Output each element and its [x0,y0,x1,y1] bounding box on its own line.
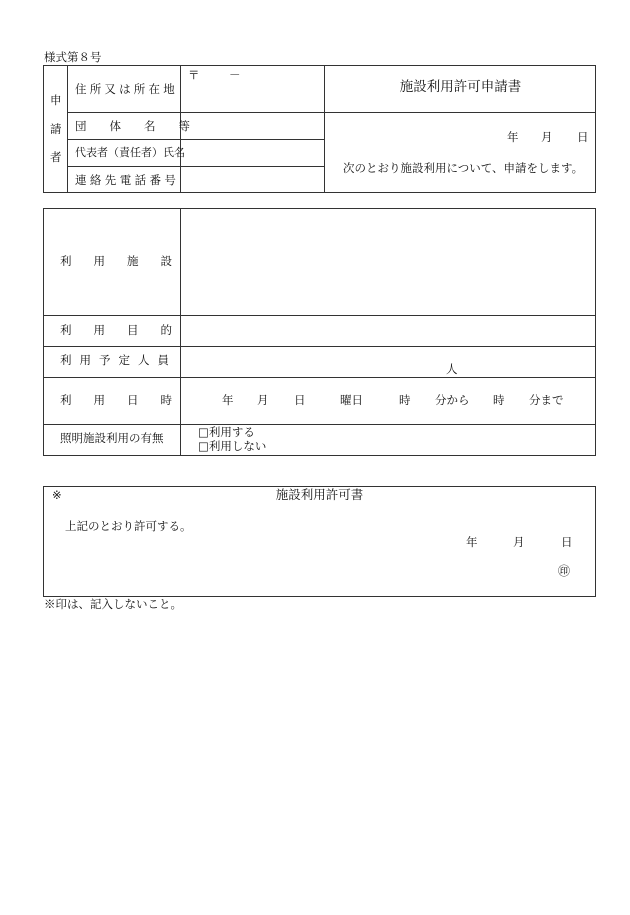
lighting-label: 照明施設利用の有無 [60,431,164,445]
lighting-option-no-use[interactable]: □利用しない [198,439,267,453]
datetime-end-hour: 時 [493,393,505,407]
datetime-field[interactable] [181,378,595,423]
purpose-field[interactable] [181,316,595,345]
application-title: 施設利用許可申請書 [399,79,522,95]
datetime-year: 年 [222,393,234,407]
representative-label: 代表者（責任者）氏名 [75,146,185,159]
datetime-month: 月 [257,393,269,407]
permit-mark: ※ [52,488,62,502]
form-number: 様式第８号 [44,50,102,64]
org-name-field[interactable] [181,113,323,139]
seal-mark: ㊞ [558,564,571,578]
datetime-start-hour: 時 [399,393,411,407]
phone-field[interactable] [181,167,323,193]
permit-title: 施設利用許可書 [275,487,364,502]
footnote: ※印は、記入しないこと。 [44,597,182,611]
people-label: 利用予定人員 [60,353,177,367]
address-label: 住所又は所在地 [75,82,178,96]
permit-date-day: 日 [561,535,573,549]
application-date-year: 年 [507,130,519,144]
datetime-label: 利用日時 [60,393,194,407]
phone-label: 連絡先電話番号 [75,173,180,187]
facility-label: 利用施設 [60,254,194,268]
permit-date-month: 月 [513,535,525,549]
applicant-label-1: 申 [50,93,62,107]
datetime-start-minute: 分から [435,393,470,407]
applicant-label-3: 者 [50,150,62,164]
postal-mark: 〒 [188,68,200,82]
purpose-label: 利用目的 [60,323,194,337]
application-date-day: 日 [577,130,589,144]
datetime-weekday: 曜日 [340,393,363,407]
permit-text: 上記のとおり許可する。 [65,519,192,533]
permit-date-year: 年 [466,535,478,549]
applicant-label-2: 請 [50,122,62,136]
address-field[interactable] [181,66,323,112]
datetime-day: 日 [294,393,306,407]
people-field[interactable] [181,347,595,376]
postal-dash: － [229,68,241,82]
lighting-option-use[interactable]: □利用する [198,425,255,439]
application-date-month: 月 [541,130,553,144]
representative-field[interactable] [181,140,323,166]
facility-field[interactable] [181,209,595,314]
org-name-label: 団体名等 [75,119,213,133]
application-statement: 次のとおり施設利用について、申請をします。 [343,161,584,175]
datetime-end-minute: 分まで [529,393,564,407]
people-unit: 人 [446,362,458,376]
